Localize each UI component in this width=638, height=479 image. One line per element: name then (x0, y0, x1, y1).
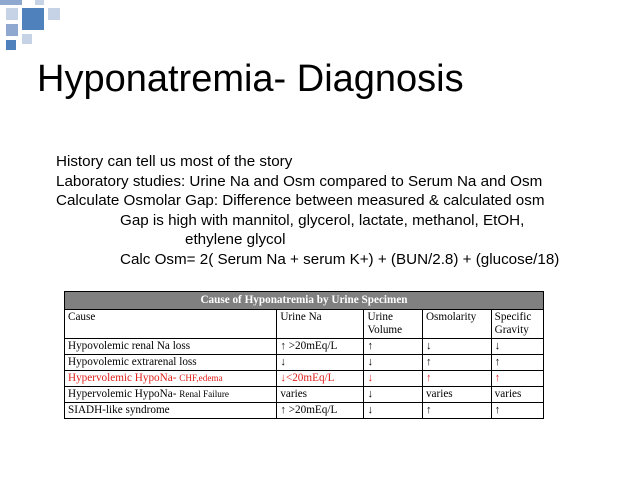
sub-bullet-text: ethylene glycol (185, 231, 286, 249)
cell-cause: Hypervolemic HypoNa- Renal Failure (65, 387, 277, 403)
cell-volume: ↓ (364, 371, 422, 387)
header-band (64, 0, 638, 40)
cell-gravity: ↑ (491, 355, 543, 371)
decor-square (22, 8, 44, 30)
cell-urine-na: ↑ >20mEq/L (277, 339, 364, 355)
cell-urine-na: ↓<20mEq/L (277, 371, 364, 387)
decor-square (22, 34, 32, 44)
cell-volume: ↓ (364, 355, 422, 371)
cell-cause: Hypovolemic extrarenal loss (65, 355, 277, 371)
cell-osmolarity: ↓ (422, 339, 491, 355)
col-header-osmolarity: Osmolarity (422, 310, 491, 339)
cell-osmolarity: ↑ (422, 355, 491, 371)
cell-gravity: ↓ (491, 339, 543, 355)
decor-square (35, 0, 44, 5)
table-row (65, 355, 544, 371)
decor-square (6, 8, 18, 20)
bullet-text: Calculate Osmolar Gap: Difference between measured & calculated osm (56, 192, 545, 210)
slide-body (56, 152, 631, 270)
table-row (65, 339, 544, 355)
table-row (65, 387, 544, 403)
cell-urine-na: varies (277, 387, 364, 403)
table-header-row (65, 310, 544, 339)
decor-square (6, 24, 18, 36)
col-header-cause: Cause (65, 310, 277, 339)
decor-square (0, 0, 22, 5)
cell-gravity: varies (491, 387, 543, 403)
cell-osmolarity: ↑ (422, 403, 491, 419)
decor-square (6, 40, 16, 50)
col-header-urine-volume: Urine Volume (364, 310, 422, 339)
cell-cause: Hypervolemic HypoNa- CHF,edema (65, 371, 277, 387)
sub-bullet-text: Calc Osm= 2( Serum Na + serum K+) + (BUN/2.8) + (glucose/18) (120, 250, 560, 268)
cell-osmolarity: ↑ (422, 371, 491, 387)
cell-volume: ↓ (364, 387, 422, 403)
col-header-gravity: Specific Gravity (491, 310, 543, 339)
col-header-urine-na: Urine Na (277, 310, 364, 339)
table-row (65, 403, 544, 419)
bullet-text: History can tell us most of the story (56, 153, 293, 170)
slide-title: Hyponatremia- Diagnosis (37, 58, 464, 100)
bullet-text: Laboratory studies: Urine Na and Osm compared to Serum Na and Osm (56, 172, 543, 190)
decor-square (48, 8, 60, 20)
cell-volume: ↑ (364, 339, 422, 355)
cell-urine-na: ↑ >20mEq/L (277, 403, 364, 419)
cell-volume: ↓ (364, 403, 422, 419)
cell-cause: SIADH-like syndrome (65, 403, 277, 419)
cell-gravity: ↑ (491, 403, 543, 419)
cell-gravity: ↑ (491, 371, 543, 387)
table-row-highlighted (65, 371, 544, 387)
cell-osmolarity: varies (422, 387, 491, 403)
urine-specimen-table (64, 291, 544, 419)
table-caption: Cause of Hyponatremia by Urine Specimen (65, 292, 544, 310)
cell-urine-na: ↓ (277, 355, 364, 371)
cell-cause: Hypovolemic renal Na loss (65, 339, 277, 355)
sub-bullet-text: Gap is high with mannitol, glycerol, lactate, methanol, EtOH, (120, 211, 525, 229)
